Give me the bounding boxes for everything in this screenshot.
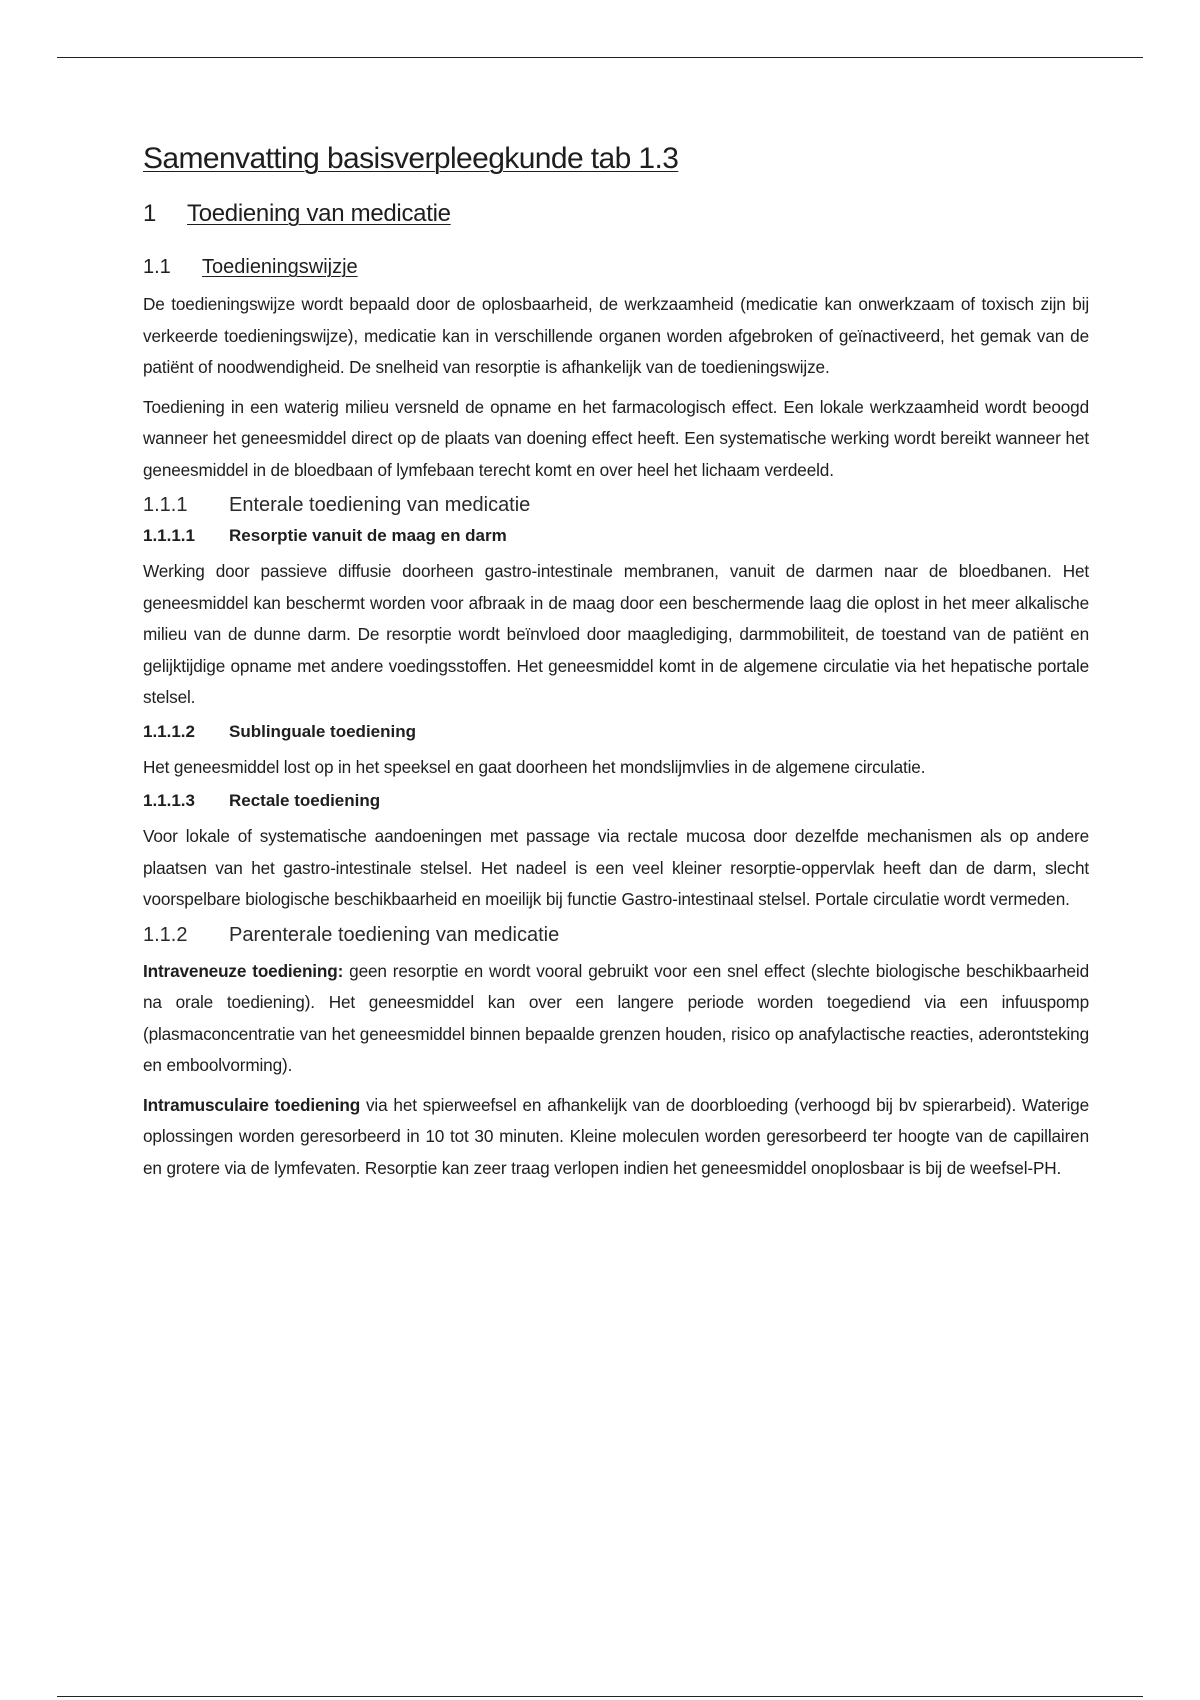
document-title (143, 142, 1089, 176)
section-1-1-1-1-heading (143, 526, 1089, 546)
section-1-1-1-1-paragraph: Werking door passieve diffusie doorheen gastro-intestinale membranen, vanuit de darmen naar de bloedbanen. Het geneesmiddel kan beschermt worden voor afbraak in de maag door een beschermende laag die oplost in het meer alkalische milieu van de dunne darm. De resorptie wordt beïnvloed door maaglediging, darmmobiliteit, de toestand van de patiënt en gelijktijdige opname met andere voedingsstoffen. Het geneesmiddel komt in de algemene circulatie via het hepatische portale stelsel. (143, 561, 1089, 707)
section-1-1-1-2-title: Sublinguale toediening (229, 721, 416, 741)
section-1-1-1-3-paragraph: Voor lokale of systematische aandoeningen met passage via rectale mucosa door dezelfde mechanismen als op andere plaatsen van het gastro-intestinale stelsel. Het nadeel is een veel kleiner resorptie-oppervlak heeft dan de darm, slecht voorspelbare biologische beschikbaarheid en moeilijk bij functie Gastro-intestinaal stelsel. Portale circulatie wordt vermeden. (143, 826, 1089, 909)
page-bottom-rule (57, 1696, 1143, 1697)
intramuscular-label: Intramusculaire toediening (143, 1094, 361, 1115)
section-1-1-heading (143, 256, 1089, 279)
section-1-1-paragraph-1: De toedieningswijze wordt bepaald door de oplosbaarheid, de werkzaamheid (medicatie kan onwerkzaam of toxisch zijn bij verkeerde toedieningswijze), medicatie kan in verschillende organen worden afgebroken of geïnactiveerd, het gemak van de patiënt of noodwendigheid. De snelheid van resorptie is afhankelijk van de toedieningswijze. (143, 294, 1089, 377)
chapter-number: 1 (143, 200, 157, 227)
document-body (143, 142, 1089, 1192)
section-1-1-2-number: 1.1.2 (143, 923, 188, 946)
section-1-1-2-title: Parenterale toediening van medicatie (229, 923, 560, 946)
section-1-1-title: Toedieningswijzje (202, 256, 358, 278)
section-1-1-1-3-heading (143, 791, 1089, 811)
section-1-1-1-number: 1.1.1 (143, 494, 188, 516)
chapter-heading (143, 200, 1089, 228)
section-1-1-1-heading (143, 494, 1089, 517)
page-top-rule (57, 57, 1143, 58)
section-1-1-1-1-title: Resorptie vanuit de maag en darm (229, 526, 507, 545)
section-1-1-1-2-paragraph: Het geneesmiddel lost op in het speeksel en gaat doorheen het mondslijmvlies in de algemene circulatie. (143, 756, 926, 777)
section-1-1-paragraph-2: Toediening in een waterig milieu versneld de opname en het farmacologisch effect. Een lokale werkzaamheid wordt beoogd wanneer het geneesmiddel direct op de plaats van doening effect heeft. Een systematische werking wordt bereikt wanneer het geneesmiddel in de bloedbaan of lymfebaan terecht komt en over heel het lichaam verdeeld. (143, 396, 1089, 480)
intramuscular-text: via het spierweefsel en afhankelijk van de doorbloeding (verhoogd bij bv spierarbeid). Waterige oplossingen worden geresorbeerd in 10 tot 30 minuten. Kleine moleculen worden geresorbeerd ter hoogte van de capillairen en grotere via de lymfevaten. Resorptie kan zeer traag verlopen indien het geneesmiddel onoplosbaar is bij de weefsel-PH. (143, 1094, 1089, 1178)
intramuscular-paragraph (143, 1090, 1089, 1185)
section-1-1-2-heading (143, 924, 1089, 947)
intravenous-text: geen resorptie en wordt vooral gebruikt voor een snel effect (slechte biologische beschikbaarheid na orale toediening). Het geneesmiddel kan over een langere periode worden toegediend via een infuuspomp (plasmaconcentratie van het geneesmiddel binnen bepaalde grenzen houden, risico op anafylactische reacties, aderontsteking en emboolvorming). (143, 960, 1089, 1075)
section-1-1-1-2-heading (143, 722, 1089, 742)
section-1-1-1-2-number: 1.1.1.2 (143, 721, 195, 741)
intravenous-paragraph (143, 956, 1089, 1082)
chapter-title: Toediening van medicatie (187, 200, 451, 227)
section-1-1-1-3-title: Rectale toediening (229, 791, 381, 810)
intravenous-label: Intraveneuze toediening: (143, 960, 344, 981)
section-1-1-1-3-number: 1.1.1.3 (143, 791, 195, 810)
section-1-1-1-title: Enterale toediening van medicatie (229, 494, 531, 516)
section-1-1-1-1-number: 1.1.1.1 (143, 526, 195, 545)
document-title-text: Samenvatting basisverpleegkunde tab 1.3 (143, 142, 679, 175)
section-1-1-number: 1.1 (143, 256, 171, 278)
